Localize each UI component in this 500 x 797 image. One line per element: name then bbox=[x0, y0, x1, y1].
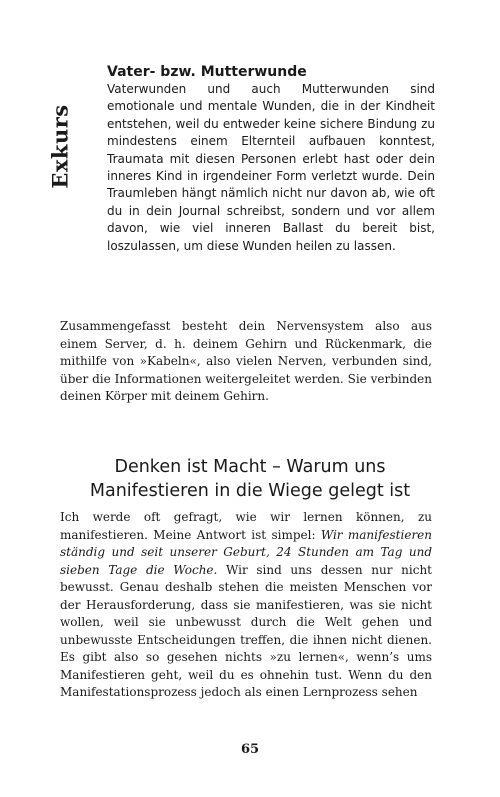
exkurs-side-label bbox=[40, 96, 80, 196]
exkurs-title: Vater- bzw. Mutterwunde bbox=[107, 64, 307, 80]
exkurs-label-text: Exkurs bbox=[47, 103, 73, 189]
paragraph-2-emphasis: Wir manifestieren ständig und seit unserer Geburt, 24 Stunden am Tag und sieben Tage die Woche. bbox=[60, 527, 433, 577]
page-number: 65 bbox=[240, 742, 260, 757]
paragraph-2-intro: Ich werde oft gefragt, wie wir lernen können, zu manifestieren. Meine Antwort ist simpel: bbox=[60, 510, 432, 542]
paragraph-1-text: Zusammengefasst besteht dein Nervensystem also aus einem Server, d. h. deinem Gehirn und Rückenmark, die mithilfe von »Kabeln«, also vielen Nerven, verbunden sind, über die Informationen weitergeleitet werden. Sie verbinden deinen Körper mit deinem Gehirn. bbox=[60, 319, 432, 403]
body-paragraph-1 bbox=[60, 318, 432, 406]
chapter-heading-line-1: Denken ist Macht – Warum uns bbox=[114, 457, 386, 477]
exkurs-text: Vaterwunden und auch Mutterwunden sind emotionale und mentale Wunden, die in der Kindheit entstehen, weil du entweder keine sichere Bindung zu mindestens einem Elternteil aufbauen konntest, Traumata mit diesen Personen erlebt hast oder dein inneres Kind in irgendeiner Form verletzt wurde. Dein Traumleben hängt nämlich nicht nur davon ab, wie oft du in dein Journal schreibst, sondern und vor allem davon, wie viel inneren Ballast du bereit bist, loszulassen, um diese Wunden heilen zu lassen. bbox=[107, 82, 435, 253]
paragraph-2-text bbox=[60, 509, 432, 702]
exkurs-box bbox=[107, 63, 435, 255]
body-paragraph-2 bbox=[60, 509, 432, 702]
chapter-heading bbox=[50, 455, 450, 503]
paragraph-2-rest: Wir sind uns dessen nur nicht bewusst. Genau deshalb stehen die meisten Menschen vor der Herausforderung, dass sie manifestieren, was sie nicht wollen, weil sie unbewusst durch die Welt gehen und unbewusste Entscheidungen treffen, die ihnen nicht dienen. Es gibt also so gesehen nichts »zu lernen«, wenn’s ums Manifestieren geht, weil du es ohnehin tust. Wenn du den Manifestationsprozess jedoch als einen Lernprozess sehen bbox=[60, 562, 432, 699]
chapter-heading-line-2: Manifestieren in die Wiege gelegt ist bbox=[89, 481, 411, 501]
